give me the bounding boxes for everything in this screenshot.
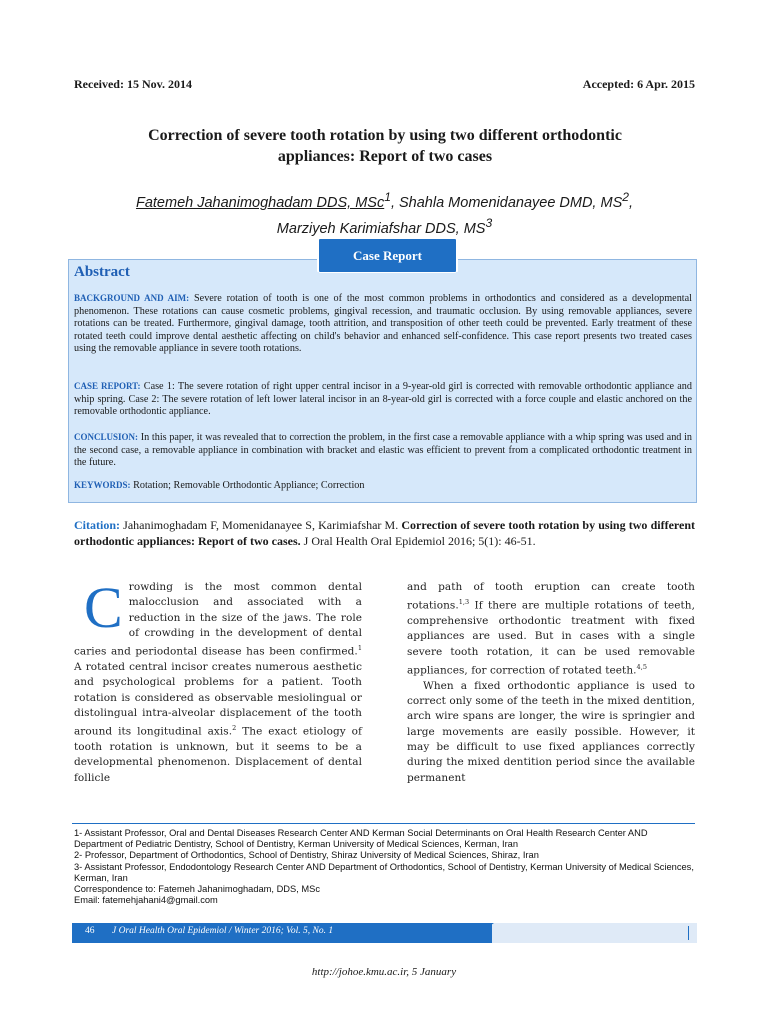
journal-info: J Oral Health Oral Epidemiol / Winter 2016; Vol. 5, No. 1 bbox=[112, 926, 334, 936]
body-text: and path of tooth eruption can create tooth rotations. bbox=[407, 581, 695, 612]
page-number: 46 bbox=[85, 926, 95, 936]
page-footer-url: http://johoe.kmu.ac.ir, 5 January bbox=[311, 966, 457, 978]
body-column-right bbox=[407, 580, 695, 786]
drop-cap: C bbox=[84, 575, 123, 640]
author-2-affil: 2 bbox=[622, 190, 629, 204]
author-3: Marziyeh Karimiafshar DDS, MS bbox=[276, 220, 486, 237]
case-report-text: Case 1: The severe rotation of right upper central incisor in a 9-year-old girl is corrected with removable orthodontic appliance and whip spring. Case 2: The severe rotation of left lower lateral incisor in an 8-year-old girl is corrected with a force couple and elastic anchored on the removable orthodontic appliance. bbox=[74, 381, 692, 418]
title-line-1: Correction of severe tooth rotation by using two different orthodontic bbox=[148, 127, 622, 144]
background-label: BACKGROUND AND AIM: bbox=[74, 293, 190, 303]
author-1-affil: 1 bbox=[384, 190, 391, 204]
case-report-label: CASE REPORT: bbox=[74, 381, 141, 391]
citation-journal: J Oral Health Oral Epidemiol 2016; 5(1): 46-51. bbox=[300, 533, 536, 548]
received-date: Received: 15 Nov. 2014 bbox=[74, 77, 192, 91]
author-list bbox=[74, 187, 695, 239]
citation-label: Citation: bbox=[74, 518, 120, 532]
body-text: rowding is the most common dental malocclusion and associated with a reduction in the size of the jaws. The role of crowding in the development of dental caries and periodontal disease has been confirmed. bbox=[74, 581, 362, 658]
author-1: Fatemeh Jahanimoghadam DDS, MSc bbox=[135, 194, 385, 211]
accepted-date: Accepted: 6 Apr. 2015 bbox=[582, 77, 695, 91]
correspondence: Correspondence to: Fatemeh Jahanimoghadam, DDS, MSc bbox=[74, 884, 320, 895]
body-text: The exact etiology of tooth rotation is unknown, but it seems to be a developmental phenomenon. Displacement of dental follicle bbox=[74, 725, 362, 784]
abstract-box bbox=[68, 259, 697, 503]
case-report-badge: Case Report bbox=[319, 239, 456, 272]
citation bbox=[74, 518, 695, 549]
reference-marker: 1 bbox=[357, 644, 362, 653]
article-title bbox=[90, 125, 680, 167]
reference-marker: 1,3 bbox=[458, 598, 470, 607]
reference-marker: 4,5 bbox=[636, 662, 648, 671]
abstract-conclusion bbox=[74, 431, 692, 470]
conclusion-label: CONCLUSION: bbox=[74, 432, 139, 442]
author-separator: , bbox=[628, 194, 633, 211]
band-diagonal bbox=[464, 923, 494, 943]
footnote-divider bbox=[72, 823, 695, 824]
band-light-section bbox=[492, 923, 697, 943]
body-text: A rotated central incisor creates numerous aesthetic and psychological problems for a patient. Tooth rotation is considered as observable mesiolingual or distolingual intra-alveolar displacement of the tooth around its longitudinal axis. bbox=[74, 660, 362, 738]
conclusion-text: In this paper, it was revealed that to correction the problem, in the first case a removable appliance with a whip spring was used and in the second case, a removable appliance in combination with bracket and elastic was efficient to prevent from a complicated orthodontic treatment in the future. bbox=[74, 432, 692, 469]
keywords-text: Rotation; Removable Orthodontic Appliance; Correction bbox=[130, 480, 365, 491]
band-edge-line bbox=[688, 926, 689, 940]
author-separator: , bbox=[390, 194, 399, 211]
body-column-left bbox=[74, 575, 362, 786]
body-paragraph: When a fixed orthodontic appliance is used to correct only some of the teeth in the mixed dentition, arch wire spans are longer, the wire is springier and large movements are easily possible. However, it may be difficult to use fixed appliances correctly during the mixed dentition period since the available permanent bbox=[407, 679, 695, 784]
journal-footer-band bbox=[72, 923, 697, 943]
footnote-1: 1- Assistant Professor, Oral and Dental Diseases Research Center AND Kerman Social Determinants on Oral Health Research Center AND Department of Pediatric Dentistry, School of Dentistry, Kerman University of Medical Sciences, Kerman, Iran bbox=[74, 828, 648, 850]
reference-marker: 2 bbox=[232, 724, 237, 733]
abstract-keywords bbox=[74, 479, 692, 493]
abstract-case-report bbox=[74, 380, 692, 419]
citation-authors: Jahanimoghadam F, Momenidanayee S, Karimiafshar M. bbox=[120, 518, 402, 532]
body-text: If there are multiple rotations of teeth, comprehensive orthodontic treatment with fixed appliances are used. But in cases with a single severe tooth rotation, it can be used removable appliances, for correction of rotated teeth. bbox=[407, 599, 695, 677]
email: Email: fatemehjahani4@gmail.com bbox=[74, 895, 218, 906]
background-text: Severe rotation of tooth is one of the most common problems in orthodontics and considered as a developmental phenomenon. These rotations can cause cosmetic problems, gingival recession, and traumatic occlusion. By using removable appliances, severe rotations can be treated. Furthermore, gingival damage, tooth attrition, and transposition of other teeth could be prevented. Early treatment of these rotated teeth could improve dental aesthetic affecting on child's behavior and enhanced self-confidence. This case report presents two treated cases using the removable appliance in severe tooth rotations. bbox=[74, 293, 692, 355]
footnote-2: 2- Professor, Department of Orthodontics, School of Dentistry, Shiraz University of Medical Sciences, Shiraz, Iran bbox=[74, 850, 539, 861]
author-3-affil: 3 bbox=[485, 215, 493, 230]
footnote-3: 3- Assistant Professor, Endodontology Research Center AND Department of Orthodontics, School of Dentistry, Kerman University of Medical Sciences, Kerman, Iran bbox=[74, 861, 694, 883]
title-line-2: appliances: Report of two cases bbox=[277, 148, 493, 165]
abstract-heading: Abstract bbox=[74, 264, 130, 280]
citation-title: Correction of severe tooth rotation by using two different orthodontic appliances: Report of two cases. bbox=[74, 518, 695, 548]
author-2: Shahla Momenidanayee DMD, MS bbox=[399, 194, 623, 211]
keywords-label: KEYWORDS: bbox=[74, 480, 131, 490]
date-header bbox=[74, 77, 695, 93]
affiliation-footnotes bbox=[74, 828, 695, 906]
abstract-background bbox=[74, 292, 692, 356]
